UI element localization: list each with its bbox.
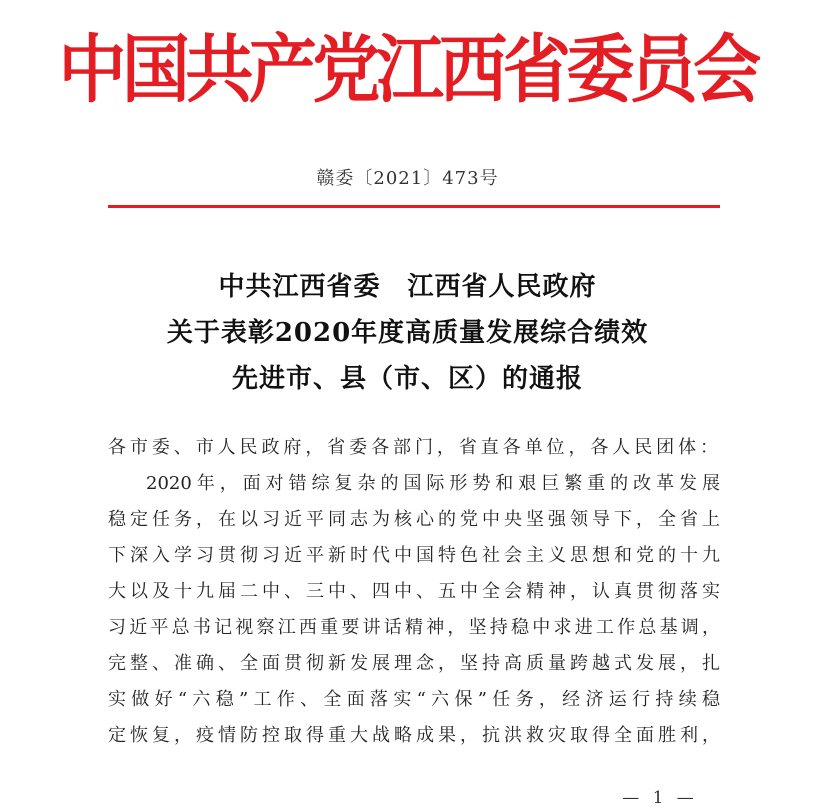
document-number: 赣委〔2021〕473号 — [316, 168, 499, 189]
body-line: 实做好“六稳”工作、全面落实“六保”任务，经济运行持续稳 — [108, 689, 720, 710]
body-line: 下深入学习贯彻习近平新时代中国特色社会主义思想和党的十九 — [108, 545, 720, 566]
body-line: 2020年，面对错综复杂的国际形势和艰巨繁重的改革发展 — [146, 473, 720, 494]
body-line: 定恢复，疫情防控取得重大战略成果，抗洪救灾取得全面胜利， — [108, 725, 720, 746]
notice-title-line-3: 先进市、县（市、区）的通报 — [231, 364, 583, 394]
notice-title-line-1: 中共江西省委 江西省人民政府 — [218, 272, 597, 302]
issuing-organization-header: 中国共产党江西省委员会 — [58, 27, 757, 113]
page-number: — 1 — — [622, 788, 698, 808]
body-line: 稳定任务，在以习近平同志为核心的党中央坚强领导下，全省上 — [108, 509, 720, 530]
body-line: 完整、准确、全面贯彻新发展理念，坚持高质量跨越式发展，扎 — [108, 653, 720, 674]
body-line: 大以及十九届二中、三中、四中、五中全会精神，认真贯彻落实 — [108, 581, 720, 602]
notice-title — [0, 264, 815, 402]
notice-title-line-2: 关于表彰2020年度高质量发展综合绩效 — [166, 318, 649, 348]
red-separator-line — [108, 205, 720, 208]
salutation: 各市委、市人民政府，省委各部门，省直各单位，各人民团体： — [108, 437, 718, 458]
body-line: 习近平总书记视察江西重要讲话精神，坚持稳中求进工作总基调， — [108, 617, 720, 638]
